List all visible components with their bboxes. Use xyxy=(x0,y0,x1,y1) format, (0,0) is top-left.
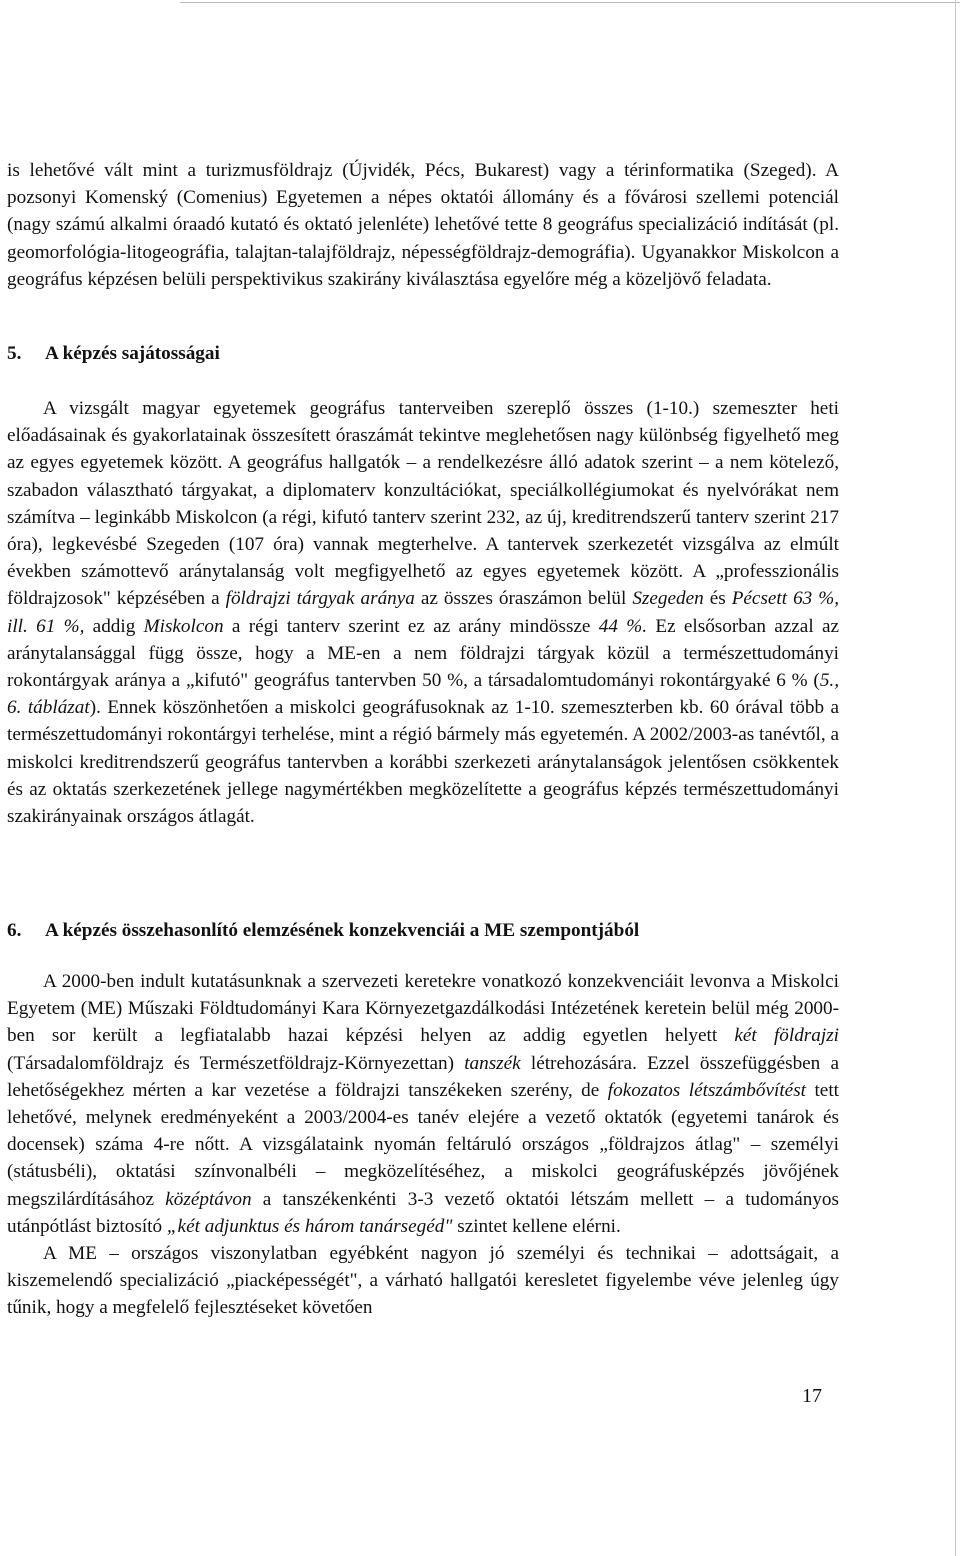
text-run: (Társadalomföldrajz és Természetföldrajz-Környezettan) xyxy=(7,1052,465,1074)
emphasis: 44 %. xyxy=(598,615,648,637)
paragraph xyxy=(7,968,839,1240)
emphasis: Pécsett 63 %, ill. 61 %, xyxy=(7,588,840,637)
section-title: A képzés összehasonlító elemzésének konzekvenciái a ME szempontjából xyxy=(45,920,640,941)
text-run: Ez elsősorban azzal az aránytalansággal függ össze, hogy a ME-en a nem földrajzi tárgyak közül a természettudományi rokontárgyak aránya a „kifutó" geográfus tantervben 50 %, a társadalomtudományi rokontárgyaké 6 % ( xyxy=(7,615,839,692)
continuation-paragraph xyxy=(7,157,839,293)
emphasis: Miskolcon xyxy=(143,615,224,637)
text-run: a tanszékenkénti 3-3 vezető oktatói létszám mellett – a tudományos utánpótlást biztosító xyxy=(7,1188,839,1237)
text-run: a régi tanterv szerint ez az arány mindössze xyxy=(223,615,599,637)
margin-rule xyxy=(955,0,956,1556)
section-heading-5 xyxy=(7,340,839,367)
section-title: A képzés sajátosságai xyxy=(45,343,220,364)
emphasis: két földrajzi xyxy=(734,1025,839,1047)
text-run: és xyxy=(703,588,732,610)
text-run: A vizsgált magyar egyetemek geográfus tanterveiben szereplő összes (1-10.) szemeszter heti előadásainak és gyakorlatainak összesített óraszámát tekintve meglehetősen nagy különbség figyelhető meg az egyes egyetemek között. A geográfus hallgatók – a rendelkezésre álló adatok szerint – a nem kötelező, szabadon választható tárgyakat, a diplomaterv konzultációkat, speciálkollégiumokat és nyelvórákat nem számítva – leginkább Miskolcon (a régi, kifutó tanterv szerint 232, az új, kreditrendszerű tanterv szerint 217 óra), legkevésbé Szegeden (107 óra) vannak megterhelve. A tantervek szerkezetét vizsgálva az elmúlt években számottevő aránytalanság volt megfigyelhető az egyes egyetemek között. A „professzionális földrajzosok" képzésében a xyxy=(7,398,839,610)
section-6-body xyxy=(7,968,839,1322)
paragraph: is lehetővé vált mint a turizmusföldrajz (Újvidék, Pécs, Bukarest) vagy a térinformatika (Szeged). A pozsonyi Komenský (Comenius) Egyetemen a népes oktatói állomány és a fővárosi szellemi potenciál (nagy számú alkalmi óraadó kutató és oktató jelenléte) lehetővé tette 8 geográfus specializáció indítását (pl. geomorfológia-litogeográfia, talajtan-talajföldrajz, népességföldrajz-demográfia). Ugyanakkor Miskolcon a geográfus képzésen belüli perspektivikus szakirány kiválasztása egyelőre még a közeljövő feladata. xyxy=(7,160,839,290)
section-5-body xyxy=(7,395,839,830)
paragraph: A ME – országos viszonylatban egyébként nagyon jó személyi és technikai – adottságait, a kiszemelendő specializáció „piacképességét", a várható hallgatói keresletet figyelembe véve jelenleg úgy tűnik, hogy a megfelelő fejlesztéseket követően xyxy=(7,1243,839,1319)
section-heading-6 xyxy=(7,917,839,944)
text-run: létrehozására. Ezzel összefüggésben a lehetőségekhez mérten a kar vezetése a földrajzi tanszékeken szerény, de xyxy=(7,1052,839,1101)
emphasis: Szegeden xyxy=(632,588,704,610)
paragraph xyxy=(7,395,839,830)
emphasis: „két adjunktus és három tanársegéd" xyxy=(166,1215,453,1237)
top-rule xyxy=(180,2,960,3)
text-run: az összes óraszámon belül xyxy=(414,588,633,610)
emphasis: tanszék xyxy=(464,1052,521,1074)
emphasis: fokozatos létszámbővítést xyxy=(607,1079,806,1101)
section-number: 5. xyxy=(7,343,22,364)
section-number: 6. xyxy=(7,920,22,941)
text-run: A 2000-ben indult kutatásunknak a szervezeti keretekre vonatkozó konzekvenciáit levonva a Miskolci Egyetem (ME) Műszaki Földtudományi Kara Környezetgazdálkodási Intézetének keretein belül még 2000-ben sor került a legfiatalabb hazai képzési helyen az addig egyetlen helyett xyxy=(7,971,839,1047)
emphasis: 5., 6. táblázat xyxy=(7,670,839,719)
text-run: tett lehetővé, melynek eredményeként a 2003/2004-es tanév elejére a vezető oktatók (egyetemi tanárok és docensek) száma 4-re nőtt. A vizsgálataink nyomán feltáruló országos „földrajzos átlag" – személyi (státusbéli), oktatási színvonalbéli – megközelítéséhez, a miskolci geográfusképzés jövőjének megszilárdításához xyxy=(7,1079,839,1210)
emphasis: földrajzi tárgyak aránya xyxy=(225,588,415,610)
text-run: ). Ennek köszönhetően a miskolci geográfusoknak az 1-10. szemeszterben kb. 60 órával több a természettudományi rokontárgyi terhelése, mint a régió bármely más egyetemén. A 2002/2003-as tanévtől, a miskolci kreditrendszerű geográfus tantervben a korábbi szerkezeti aránytalanságok jelentősen csökkentek és az oktatás szerkezetének jellege nagymértékben megközelítette a geográfus képzés természettudományi szakirányainak országos átlagát. xyxy=(7,697,839,828)
text-run: addig xyxy=(84,615,144,637)
page-number: 17 xyxy=(802,1385,822,1407)
text-run: szintet kellene elérni. xyxy=(452,1215,621,1237)
emphasis: középtávon xyxy=(165,1188,252,1210)
